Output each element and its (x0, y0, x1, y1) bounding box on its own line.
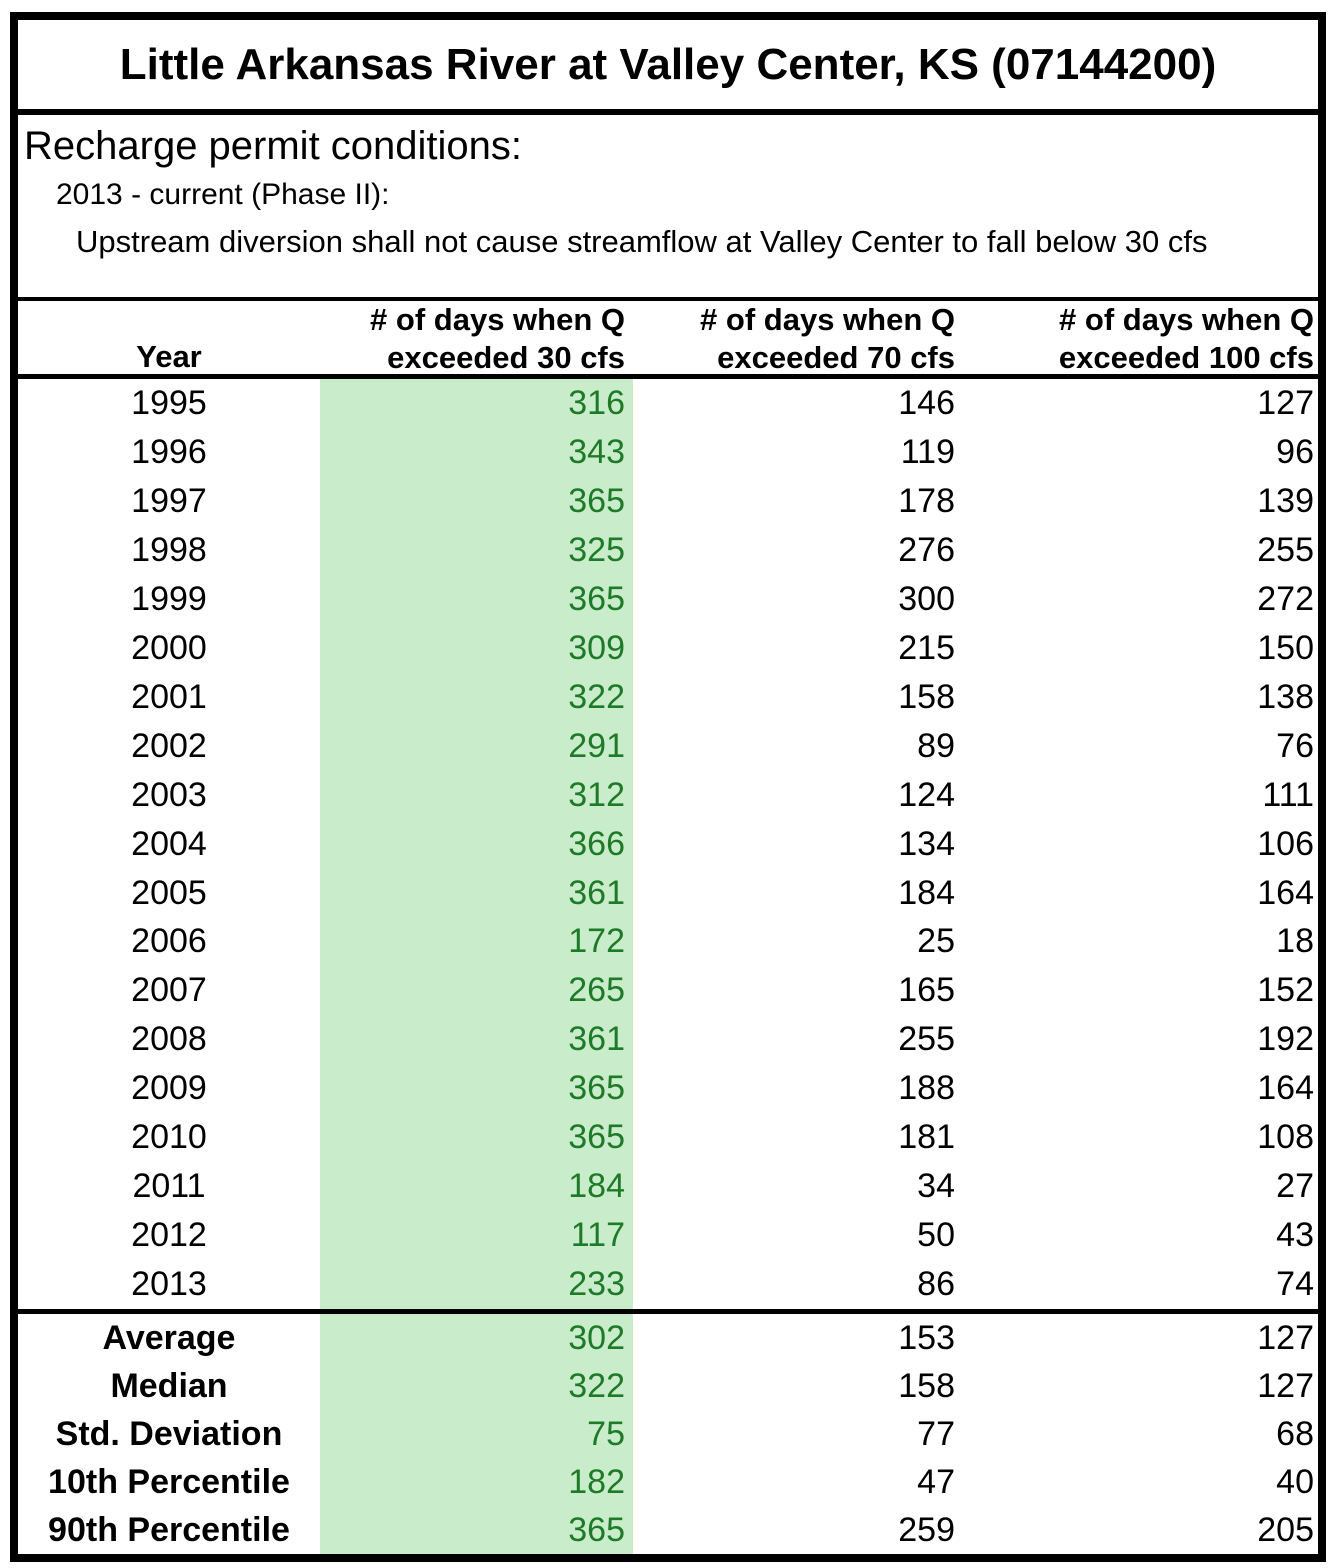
year-cell: 2012 (131, 1216, 207, 1255)
days-exceeded-100-cell: 40 (1276, 1462, 1314, 1501)
header-line-1: # of days when Q (1059, 302, 1314, 337)
header-line-2: exceeded 70 cfs (717, 340, 955, 375)
days-exceeded-100-cell: 27 (1276, 1167, 1314, 1206)
table-row (18, 966, 1318, 1015)
days-exceeded-70-cell: 25 (917, 922, 955, 961)
summary-row (18, 1362, 1318, 1410)
table-row (18, 673, 1318, 722)
days-exceeded-100-cell: 127 (1257, 1366, 1314, 1405)
days-exceeded-30-cell: 365 (320, 477, 633, 526)
table-row (18, 771, 1318, 820)
days-exceeded-100-cell: 18 (1276, 922, 1314, 961)
year-cell: 2009 (131, 1069, 207, 1108)
table-row (18, 869, 1318, 918)
table-row (18, 624, 1318, 673)
permit-detail-line: Upstream diversion shall not cause streamflow at Valley Center to fall below 30 cfs (76, 224, 1208, 259)
days-exceeded-70-column-header (633, 301, 965, 377)
days-exceeded-100-column-header (965, 301, 1318, 377)
days-exceeded-30-cell: 325 (320, 526, 633, 575)
days-exceeded-70-cell: 188 (898, 1069, 955, 1108)
days-exceeded-30-cell: 365 (320, 1113, 633, 1162)
year-cell: 2003 (131, 775, 207, 814)
summary-rows (18, 1314, 1318, 1554)
days-exceeded-70-cell: 89 (917, 726, 955, 765)
days-exceeded-30-cell: 291 (320, 722, 633, 771)
days-exceeded-100-cell: 74 (1276, 1265, 1314, 1304)
summary-label-cell: Average (102, 1318, 236, 1357)
days-exceeded-30-column-header (320, 301, 633, 377)
days-exceeded-70-cell: 50 (917, 1216, 955, 1255)
header-line-2: exceeded 100 cfs (1058, 340, 1314, 375)
days-exceeded-70-cell: 146 (898, 383, 955, 422)
days-exceeded-30-cell: 309 (320, 624, 633, 673)
days-exceeded-70-cell: 165 (898, 971, 955, 1010)
days-exceeded-70-cell: 153 (898, 1318, 955, 1357)
year-cell: 2002 (131, 726, 207, 765)
days-exceeded-30-cell: 361 (320, 869, 633, 918)
days-exceeded-30-cell: 265 (320, 966, 633, 1015)
header-line-2: exceeded 30 cfs (387, 340, 625, 375)
days-exceeded-70-cell: 259 (898, 1510, 955, 1549)
days-exceeded-30-cell: 365 (320, 1064, 633, 1113)
table-row (18, 820, 1318, 869)
days-exceeded-30-cell: 233 (320, 1260, 633, 1309)
table-row (18, 477, 1318, 526)
year-cell: 2010 (131, 1118, 207, 1157)
title-section (18, 20, 1318, 115)
days-exceeded-100-cell: 108 (1257, 1118, 1314, 1157)
year-cell: 1997 (131, 481, 207, 520)
days-exceeded-30-cell: 361 (320, 1015, 633, 1064)
days-exceeded-70-cell: 181 (898, 1118, 955, 1157)
days-exceeded-100-cell: 152 (1257, 971, 1314, 1010)
days-exceeded-30-cell: 182 (320, 1458, 633, 1506)
table-row (18, 575, 1318, 624)
table-row (18, 1260, 1318, 1309)
days-exceeded-30-cell: 366 (320, 820, 633, 869)
year-cell: 2006 (131, 922, 207, 961)
days-exceeded-70-cell: 300 (898, 579, 955, 618)
days-exceeded-100-cell: 76 (1276, 726, 1314, 765)
days-exceeded-70-cell: 215 (898, 628, 955, 667)
days-exceeded-100-cell: 127 (1257, 383, 1314, 422)
table-row (18, 526, 1318, 575)
days-exceeded-100-cell: 106 (1257, 824, 1314, 863)
summary-row (18, 1314, 1318, 1362)
days-exceeded-100-cell: 164 (1257, 1069, 1314, 1108)
days-exceeded-30-cell: 117 (320, 1211, 633, 1260)
table-header-row (18, 301, 1318, 379)
year-cell: 2007 (131, 971, 207, 1010)
days-exceeded-30-cell: 316 (320, 379, 633, 428)
year-cell: 1998 (131, 530, 207, 569)
year-cell: 2008 (131, 1020, 207, 1059)
days-exceeded-100-cell: 255 (1257, 530, 1314, 569)
days-exceeded-100-cell: 164 (1257, 873, 1314, 912)
days-exceeded-30-cell: 302 (320, 1314, 633, 1362)
permit-phase-line: 2013 - current (Phase II): (56, 178, 390, 211)
table-row (18, 722, 1318, 771)
header-line-1: # of days when Q (700, 302, 955, 337)
days-exceeded-70-cell: 34 (917, 1167, 955, 1206)
year-cell: 1999 (131, 579, 207, 618)
days-exceeded-100-cell: 138 (1257, 677, 1314, 716)
table-row (18, 1064, 1318, 1113)
days-exceeded-30-cell: 312 (320, 771, 633, 820)
year-column-header: Year (136, 339, 202, 374)
days-exceeded-70-cell: 184 (898, 873, 955, 912)
header-line-1: # of days when Q (370, 302, 625, 337)
days-exceeded-100-cell: 96 (1276, 432, 1314, 471)
table-row (18, 379, 1318, 428)
days-exceeded-100-cell: 139 (1257, 481, 1314, 520)
days-exceeded-70-cell: 276 (898, 530, 955, 569)
days-exceeded-30-cell: 365 (320, 575, 633, 624)
days-exceeded-70-cell: 158 (898, 677, 955, 716)
days-exceeded-30-cell: 172 (320, 917, 633, 966)
days-exceeded-100-cell: 127 (1257, 1318, 1314, 1357)
days-exceeded-30-cell: 322 (320, 673, 633, 722)
year-cell: 2000 (131, 628, 207, 667)
days-exceeded-100-cell: 272 (1257, 579, 1314, 618)
days-exceeded-70-cell: 47 (917, 1462, 955, 1501)
days-exceeded-70-cell: 119 (900, 432, 955, 471)
days-exceeded-100-cell: 68 (1276, 1414, 1314, 1453)
days-exceeded-100-cell: 43 (1276, 1216, 1314, 1255)
year-cell: 1996 (131, 432, 207, 471)
summary-label-cell: Std. Deviation (55, 1414, 283, 1453)
days-exceeded-70-cell: 77 (917, 1414, 955, 1453)
year-cell: 2004 (131, 824, 207, 863)
table-row (18, 428, 1318, 477)
summary-label-cell: 90th Percentile (48, 1510, 290, 1549)
days-exceeded-100-cell: 111 (1262, 775, 1314, 814)
days-exceeded-70-cell: 158 (898, 1366, 955, 1405)
permit-conditions-section (18, 115, 1318, 301)
days-exceeded-30-cell: 184 (320, 1162, 633, 1211)
year-cell: 1995 (131, 383, 207, 422)
days-exceeded-30-cell: 343 (320, 428, 633, 477)
page-title: Little Arkansas River at Valley Center, KS (07144200) (119, 39, 1217, 89)
table-row (18, 917, 1318, 966)
table-row (18, 1015, 1318, 1064)
year-cell: 2001 (131, 677, 207, 716)
summary-row (18, 1410, 1318, 1458)
document-frame (10, 12, 1326, 1562)
days-exceeded-70-cell: 255 (898, 1020, 955, 1059)
days-exceeded-100-cell: 192 (1257, 1020, 1314, 1059)
table-row (18, 1162, 1318, 1211)
days-exceeded-70-cell: 134 (898, 824, 955, 863)
year-cell: 2013 (131, 1265, 207, 1304)
days-exceeded-100-cell: 205 (1257, 1510, 1314, 1549)
year-cell: 2011 (132, 1167, 206, 1206)
days-exceeded-70-cell: 124 (898, 775, 955, 814)
summary-row (18, 1506, 1318, 1554)
table-row (18, 1211, 1318, 1260)
days-exceeded-100-cell: 150 (1257, 628, 1314, 667)
days-exceeded-70-cell: 86 (917, 1265, 955, 1304)
table-row (18, 1113, 1318, 1162)
days-exceeded-30-cell: 322 (320, 1362, 633, 1410)
permit-conditions-heading: Recharge permit conditions: (24, 124, 523, 168)
summary-label-cell: 10th Percentile (48, 1462, 290, 1501)
year-cell: 2005 (131, 873, 207, 912)
days-exceeded-30-cell: 365 (320, 1506, 633, 1554)
days-exceeded-70-cell: 178 (898, 481, 955, 520)
summary-label-cell: Median (110, 1366, 228, 1405)
summary-row (18, 1458, 1318, 1506)
data-rows (18, 379, 1318, 1314)
days-exceeded-30-cell: 75 (320, 1410, 633, 1458)
